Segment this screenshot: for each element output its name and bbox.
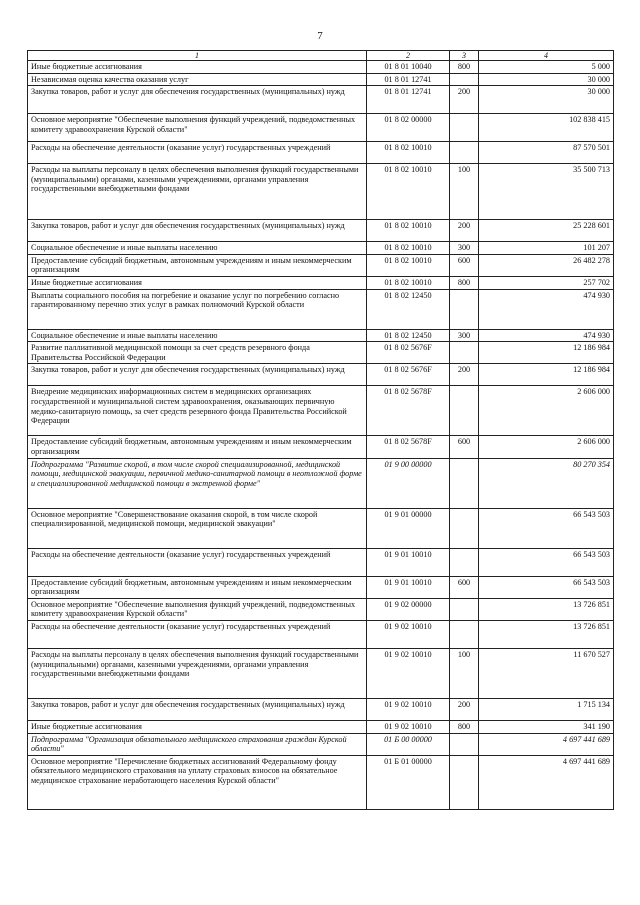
row-vr	[450, 755, 479, 809]
row-vr	[450, 114, 479, 142]
row-code: 01 8 02 10010	[367, 254, 450, 276]
row-vr: 600	[450, 436, 479, 458]
row-code: 01 9 02 00000	[367, 598, 450, 620]
row-name: Закупка товаров, работ и услуг для обеспечения государственных (муниципальных) нужд	[28, 220, 367, 242]
table-row	[28, 242, 614, 255]
row-amount: 474 930	[479, 289, 614, 329]
table-row	[28, 620, 614, 648]
row-name: Предоставление субсидий бюджетным, автономным учреждениям и иным некоммерческим организациям	[28, 436, 367, 458]
row-amount: 13 726 851	[479, 598, 614, 620]
row-name: Расходы на обеспечение деятельности (оказание услуг) государственных учреждений	[28, 620, 367, 648]
table-row	[28, 114, 614, 142]
row-amount: 4 697 441 689	[479, 755, 614, 809]
row-code: 01 8 01 12741	[367, 86, 450, 114]
row-code: 01 9 02 10010	[367, 698, 450, 720]
row-amount: 257 702	[479, 276, 614, 289]
row-vr	[450, 508, 479, 548]
table-row	[28, 508, 614, 548]
row-name: Внедрение медицинских информационных систем в медицинских организациях государственной и муниципальной систем здравоохранения, оказывающих первичную медико-санитарную помощь, за счет средств резервного фонда Правительства Российской Федерации	[28, 386, 367, 436]
table-row	[28, 458, 614, 508]
header-col-name: 1	[28, 51, 367, 61]
row-vr: 200	[450, 86, 479, 114]
row-vr: 300	[450, 329, 479, 342]
row-amount: 30 000	[479, 73, 614, 86]
row-name: Предоставление субсидий бюджетным, автономным учреждениям и иным некоммерческим организациям	[28, 254, 367, 276]
table-row	[28, 436, 614, 458]
row-name: Основное мероприятие "Перечисление бюджетных ассигнований Федеральному фонду обязательного медицинского страхования на уплату страховых взносов на обязательное медицинское страхование неработающего населения Курской области"	[28, 755, 367, 809]
table-row	[28, 386, 614, 436]
row-vr: 200	[450, 698, 479, 720]
row-vr	[450, 548, 479, 576]
row-vr: 100	[450, 648, 479, 698]
row-name: Независимая оценка качества оказания услуг	[28, 73, 367, 86]
row-amount: 11 670 527	[479, 648, 614, 698]
row-amount: 101 207	[479, 242, 614, 255]
row-amount: 35 500 713	[479, 164, 614, 220]
row-code: 01 Б 00 00000	[367, 733, 450, 755]
row-name: Основное мероприятие "Обеспечение выполнения функций учреждений, подведомственных комитету здравоохранения Курской области"	[28, 114, 367, 142]
row-code: 01 8 02 5678F	[367, 386, 450, 436]
row-amount: 80 270 354	[479, 458, 614, 508]
header-col-code: 2	[367, 51, 450, 61]
row-name: Основное мероприятие "Совершенствование оказания скорой, в том числе скорой специализированной, медицинской помощи, медицинской эвакуации"	[28, 508, 367, 548]
row-vr: 600	[450, 576, 479, 598]
row-name: Закупка товаров, работ и услуг для обеспечения государственных (муниципальных) нужд	[28, 86, 367, 114]
row-name: Иные бюджетные ассигнования	[28, 276, 367, 289]
row-vr: 200	[450, 364, 479, 386]
row-vr	[450, 598, 479, 620]
row-amount: 87 570 501	[479, 142, 614, 164]
row-code: 01 9 01 10010	[367, 548, 450, 576]
row-amount: 5 000	[479, 61, 614, 74]
budget-table	[27, 50, 614, 810]
table-row	[28, 755, 614, 809]
table-row	[28, 576, 614, 598]
header-col-amount: 4	[479, 51, 614, 61]
row-name: Расходы на выплаты персоналу в целях обеспечения выполнения функций государственными (муниципальными) органами, казенными учреждениями, органами управления государственными внебюджетными фондами	[28, 164, 367, 220]
row-name: Иные бюджетные ассигнования	[28, 61, 367, 74]
row-vr: 600	[450, 254, 479, 276]
row-amount: 102 838 415	[479, 114, 614, 142]
row-vr	[450, 289, 479, 329]
table-row	[28, 73, 614, 86]
table-row	[28, 289, 614, 329]
row-name: Подпрограмма "Организация обязательного медицинского страхования граждан Курской области"	[28, 733, 367, 755]
row-code: 01 Б 01 00000	[367, 755, 450, 809]
table-row	[28, 548, 614, 576]
row-code: 01 9 02 10010	[367, 648, 450, 698]
row-vr: 200	[450, 220, 479, 242]
row-vr: 800	[450, 276, 479, 289]
row-amount: 66 543 503	[479, 576, 614, 598]
row-amount: 13 726 851	[479, 620, 614, 648]
row-amount: 12 186 984	[479, 342, 614, 364]
row-vr: 100	[450, 164, 479, 220]
row-code: 01 8 01 12741	[367, 73, 450, 86]
row-amount: 30 000	[479, 86, 614, 114]
table-header-row	[28, 51, 614, 61]
row-name: Расходы на обеспечение деятельности (оказание услуг) государственных учреждений	[28, 142, 367, 164]
row-amount: 4 697 441 689	[479, 733, 614, 755]
table-row	[28, 86, 614, 114]
table-row	[28, 342, 614, 364]
row-code: 01 9 01 00000	[367, 508, 450, 548]
row-amount: 341 190	[479, 720, 614, 733]
row-name: Предоставление субсидий бюджетным, автономным учреждениям и иным некоммерческим организациям	[28, 576, 367, 598]
row-name: Развитие паллиативной медицинской помощи за счет средств резервного фонда Правительства Российской Федерации	[28, 342, 367, 364]
row-name: Расходы на выплаты персоналу в целях обеспечения выполнения функций государственными (муниципальными) органами, казенными учреждениями, органами управления государственными внебюджетными фондами	[28, 648, 367, 698]
row-amount: 26 482 278	[479, 254, 614, 276]
row-code: 01 8 02 12450	[367, 289, 450, 329]
table-row	[28, 648, 614, 698]
row-name: Основное мероприятие "Обеспечение выполнения функций учреждений, подведомственных комитету здравоохранения Курской области"	[28, 598, 367, 620]
row-code: 01 8 02 10010	[367, 242, 450, 255]
row-code: 01 9 02 10010	[367, 620, 450, 648]
row-amount: 2 606 000	[479, 436, 614, 458]
table-row	[28, 733, 614, 755]
row-vr: 800	[450, 61, 479, 74]
row-code: 01 8 02 10010	[367, 164, 450, 220]
row-name: Расходы на обеспечение деятельности (оказание услуг) государственных учреждений	[28, 548, 367, 576]
row-code: 01 8 02 10010	[367, 142, 450, 164]
row-vr: 800	[450, 720, 479, 733]
row-code: 01 9 00 00000	[367, 458, 450, 508]
table-row	[28, 276, 614, 289]
row-code: 01 8 02 10010	[367, 220, 450, 242]
row-vr	[450, 342, 479, 364]
row-code: 01 9 02 10010	[367, 720, 450, 733]
row-code: 01 8 02 00000	[367, 114, 450, 142]
table-row	[28, 61, 614, 74]
row-code: 01 9 01 10010	[367, 576, 450, 598]
header-col-vr: 3	[450, 51, 479, 61]
row-vr	[450, 458, 479, 508]
row-amount: 474 930	[479, 329, 614, 342]
row-name: Закупка товаров, работ и услуг для обеспечения государственных (муниципальных) нужд	[28, 364, 367, 386]
row-name: Социальное обеспечение и иные выплаты населению	[28, 242, 367, 255]
row-name: Выплаты социального пособия на погребение и оказание услуг по погребению согласно гарантированному перечню этих услуг в рамках полномочий Курской области	[28, 289, 367, 329]
row-name: Социальное обеспечение и иные выплаты населению	[28, 329, 367, 342]
row-amount: 1 715 134	[479, 698, 614, 720]
row-vr	[450, 386, 479, 436]
row-amount: 66 543 503	[479, 548, 614, 576]
row-code: 01 8 02 10010	[367, 276, 450, 289]
page-number: 7	[317, 30, 323, 42]
table-row	[28, 142, 614, 164]
row-vr	[450, 733, 479, 755]
row-code: 01 8 02 5676F	[367, 342, 450, 364]
row-amount: 2 606 000	[479, 386, 614, 436]
row-name: Закупка товаров, работ и услуг для обеспечения государственных (муниципальных) нужд	[28, 698, 367, 720]
row-vr: 300	[450, 242, 479, 255]
row-amount: 66 543 503	[479, 508, 614, 548]
table-row	[28, 698, 614, 720]
table-row	[28, 220, 614, 242]
row-code: 01 8 02 5676F	[367, 364, 450, 386]
row-code: 01 8 01 10040	[367, 61, 450, 74]
table-row	[28, 364, 614, 386]
row-amount: 12 186 984	[479, 364, 614, 386]
table-row	[28, 329, 614, 342]
table-row	[28, 164, 614, 220]
table-row	[28, 254, 614, 276]
row-vr	[450, 73, 479, 86]
table-row	[28, 598, 614, 620]
row-name: Подпрограмма "Развитие скорой, в том числе скорой специализированной, медицинской помощи, медицинской эвакуации, первичной медико-санитарной помощи в неотложной форме и специализированной медицинской помощи в экстренной форме"	[28, 458, 367, 508]
row-vr	[450, 620, 479, 648]
row-name: Иные бюджетные ассигнования	[28, 720, 367, 733]
row-code: 01 8 02 5678F	[367, 436, 450, 458]
table-row	[28, 720, 614, 733]
row-vr	[450, 142, 479, 164]
row-code: 01 8 02 12450	[367, 329, 450, 342]
row-amount: 25 228 601	[479, 220, 614, 242]
